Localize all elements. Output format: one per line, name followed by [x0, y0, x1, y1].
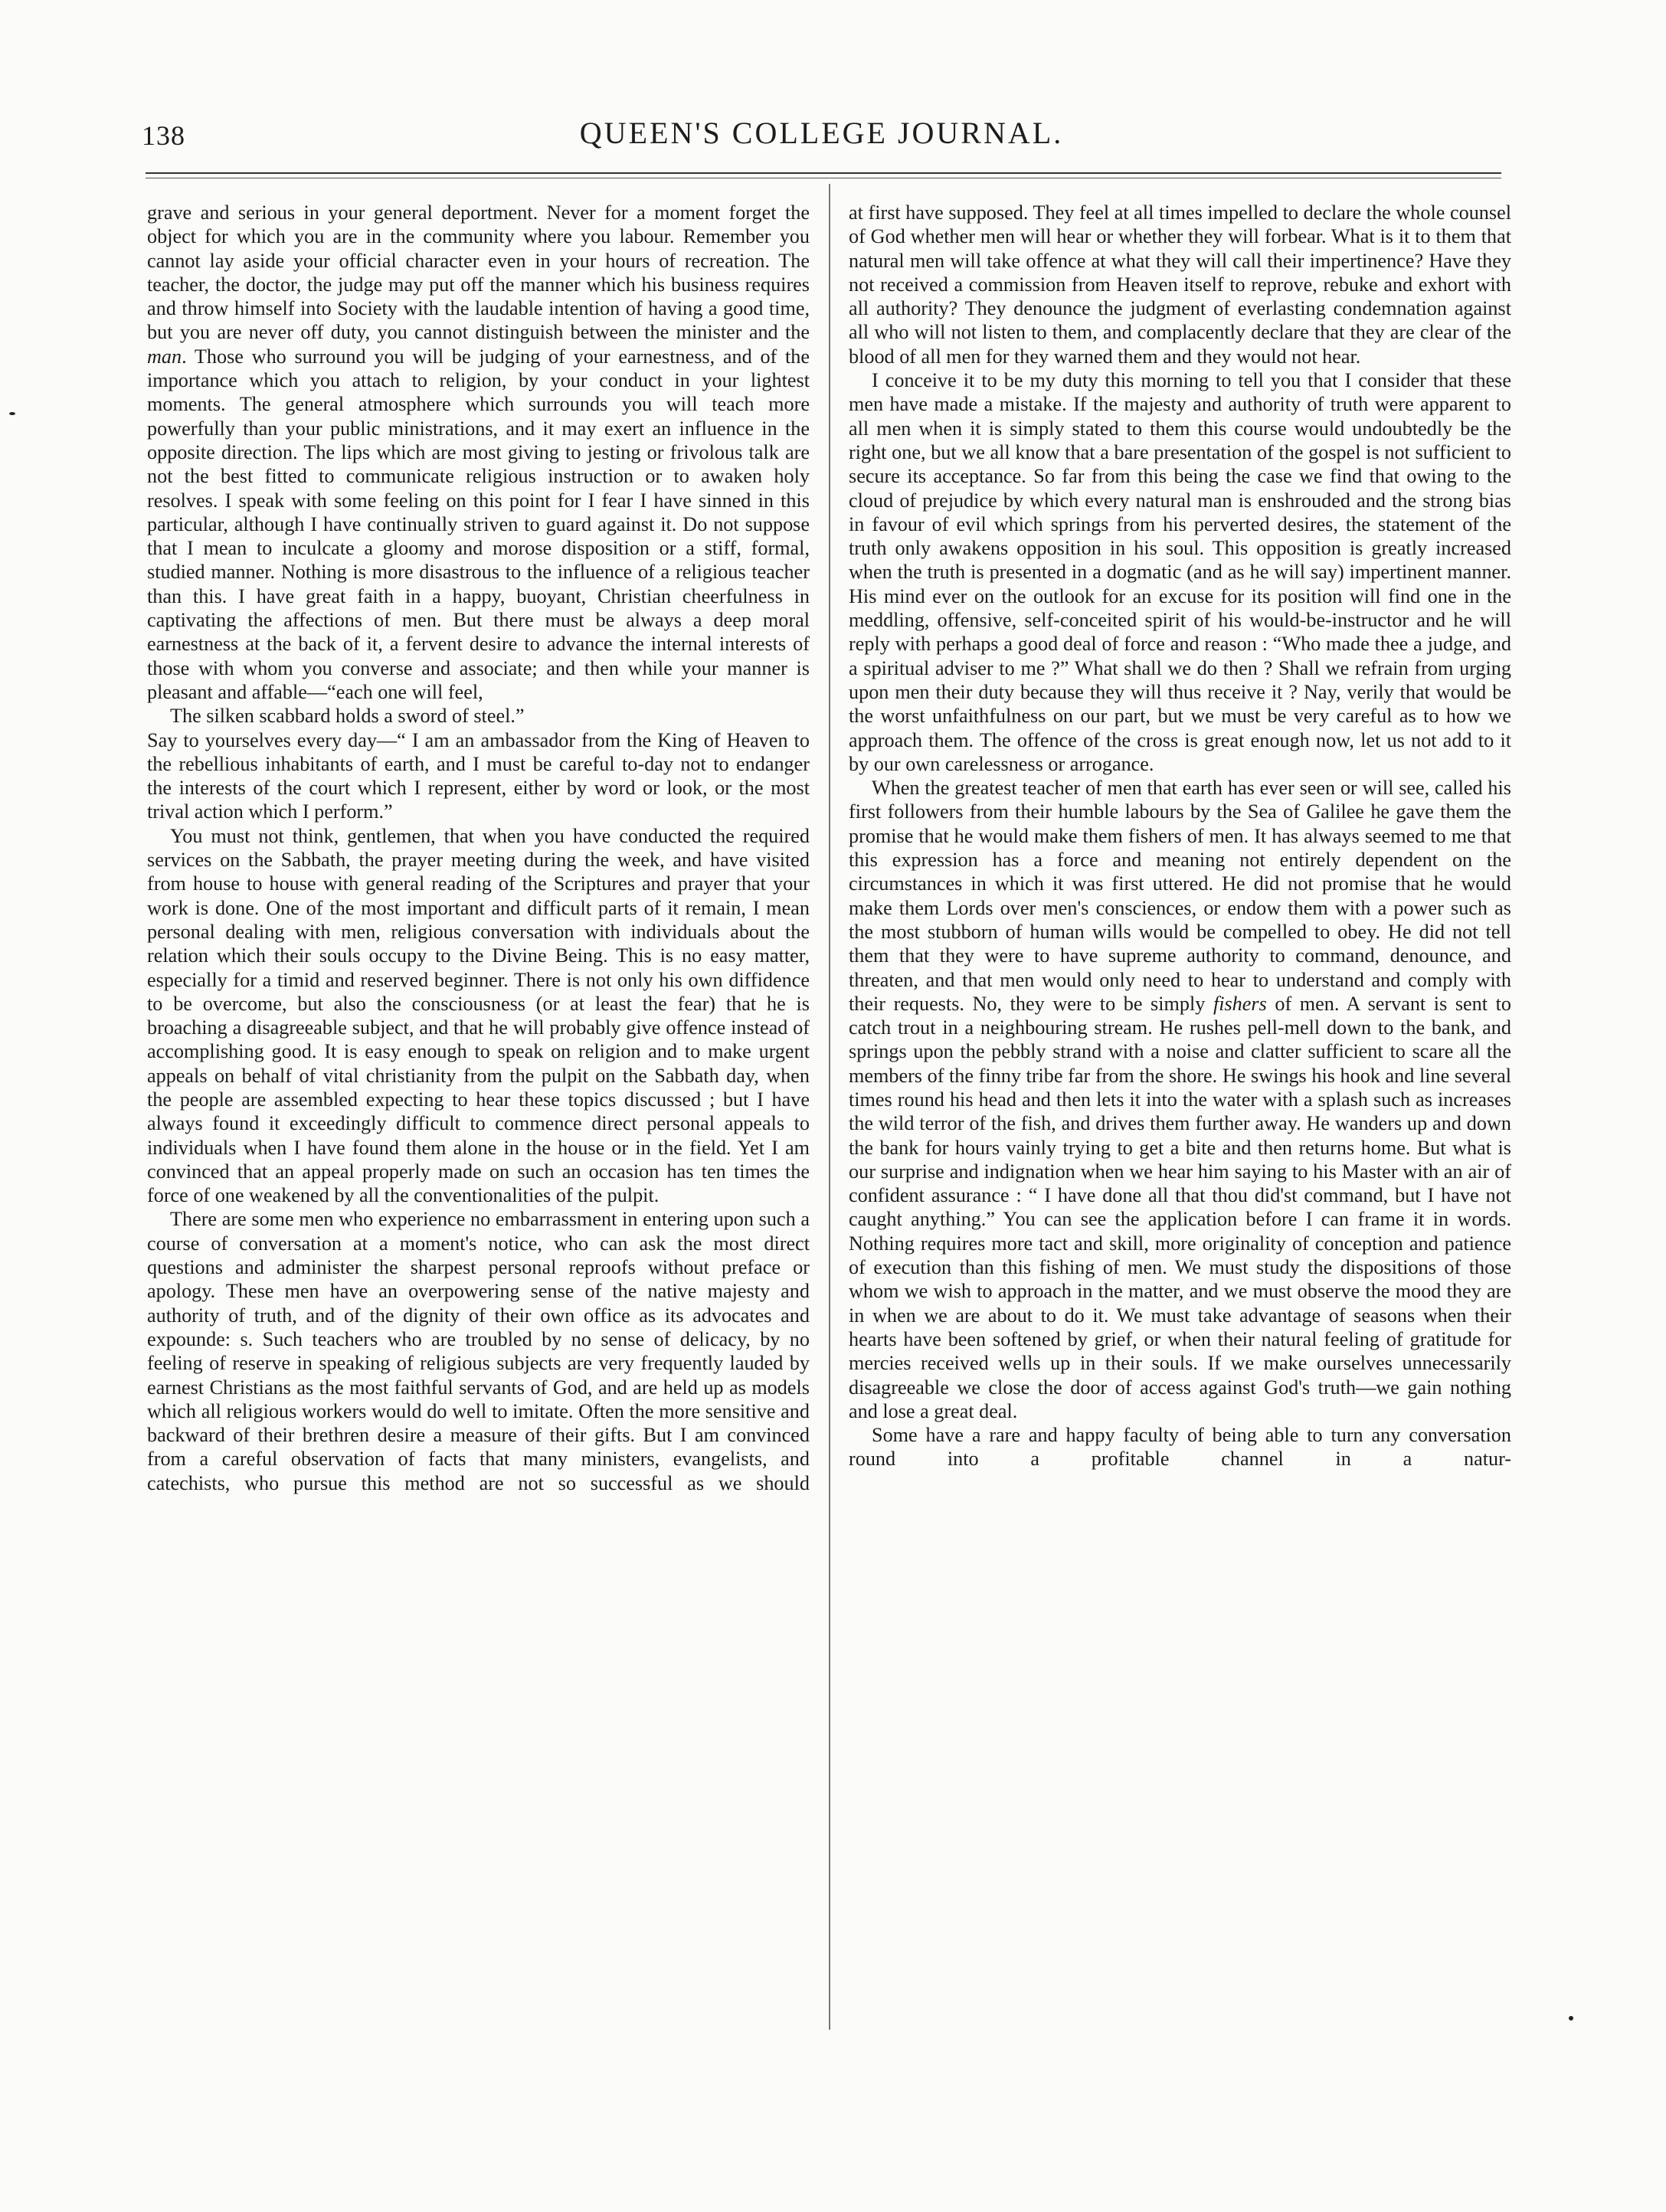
- paragraph-text: . Those who surround you will be judging of your earnestness, and of the importance which you attach to religion, by your conduct in your lightest moments. The general atmosphere which surrounds you will teach more powerfully than your public ministrations, and it may exert an influence in the opposite direction. The lips which are most giving to jesting or frivolous talk are not the best fitted to communicate religious instruction or to awaken holy resolves. I speak with some feeling on this point for I fear I have sinned in this particular, although I have continually striven to guard against it. Do not suppose that I mean to inculcate a gloomy and morose disposition or a stiff, formal, studied manner. Nothing is more disastrous to the influence of a religious teacher than this. I have great faith in a happy, buoyant, Christian cheerfulness in captivating the affections of men. But there must be always a deep moral earnestness at the back of it, a fervent desire to advance the internal interests of those with whom you converse and associate; and then while your manner is pleasant and affable—“each one will feel,: [147, 345, 810, 703]
- paragraph-r2: I conceive it to be my duty this morning to tell you that I consider that these men have made a mistake. If the majesty and authority of truth were apparent to all men when it is simply stated to them this course would undoubtedly be the right one, but we all know that a bare presentation of the gospel is not sufficient to secure its acceptance. So far from this being the case we find that owing to the cloud of prejudice by which every natural man is enshrouded and the strong bias in favour of evil which springs from his perverted desires, the statement of the truth only awakens opposition in his soul. This opposition is greatly increased when the truth is presented in a dogmatic (and as he will say) impertinent manner. His mind ever on the outlook for an excuse for its position will find one in the meddling, offensive, self-conceited spirit of his would-be-instructor and he will reply with perhaps a good deal of force and reason : “Who made thee a judge, and a spiritual adviser to me ?” What shall we do then ? Shall we refrain from urging upon men their duty because they will thus receive it ? Nay, verily that would be the worst unfaithfulness on our part, but we must be very careful as to how we approach them. The offence of the cross is great enough now, let us not add to it by our own carelessness or arrogance.: [849, 369, 1511, 775]
- right-column: [849, 201, 1511, 1471]
- paragraph-text: of men. A servant is sent to catch trout in a neighbouring stream. He rushes pell-mell down to the bank, and springs upon the pebbly strand with a noise and clatter sufficient to scare all the members of the finny tribe far from the shore. He swings his hook and line several times round his head and then lets it into the water with a splash such as increases the wild terror of the fish, and drives them further away. He wanders up and down the bank for hours vainly trying to get a bite and then returns home. But what is our surprise and indignation when we hear him saying to his Master with an air of confident assurance : “ I have done all that thou did'st command, but I have not caught anything.” You can see the application before I can frame it in words. Nothing requires more tact and skill, more originality of conception and patience of execution than this fishing of men. We must study the dispositions of those whom we wish to approach in the matter, and we must observe the mood they are in when we are about to do it. We must take advantage of seasons when their hearts have been softened by grief, or when their natural feeling of gratitude for mercies received wells up in their souls. If we make ourselves unnecessarily disagreeable we close the door of access against God's truth—we gain nothing and lose a great deal.: [849, 992, 1511, 1422]
- emphasis-text: man: [147, 345, 182, 368]
- journal-title: QUEEN'S COLLEGE JOURNAL.: [579, 116, 1064, 150]
- column-divider: [829, 184, 830, 2030]
- verse-line: The silken scabbard holds a sword of steel.”: [170, 705, 525, 728]
- scan-speck: [9, 412, 15, 415]
- scan-speck: [1569, 2016, 1573, 2021]
- paragraph-r3: [849, 776, 1511, 1423]
- paragraph-l3: Say to yourselves every day—“ I am an ambassador from the King of Heaven to the rebellious inhabitants of earth, and I must be careful to-day not to endanger the interests of the court which I represent, either by word or look, or the most trival action which I perform.”: [147, 728, 810, 823]
- paragraph-text: When the greatest teacher of men that earth has ever seen or will see, called his first followers from their humble labours by the Sea of Galilee he gave them the promise that he would make them fishers of men. It has always seemed to me that this expression has a force and meaning not entirely dependent on the circumstances in which it was first uttered. He did not promise that he would make them Lords over men's consciences, or endow them with a power such as the most stubborn of human wills would be compelled to obey. He did not tell them that they were to have supreme authority to command, denounce, and threaten, and that men would only need to hear to understand and comply with their requests. No, they were to be simply: [849, 777, 1511, 1015]
- page-header: [142, 115, 1501, 169]
- header-rule: [146, 172, 1501, 174]
- paragraph-r1: at first have supposed. They feel at all times impelled to declare the whole counsel of God whether men will hear or whether they will forbear. What is it to them that natural men will take offence at what they will call their impertinence? Have they not received a commission from Heaven itself to reprove, rebuke and exhort with all authority? They denounce the judgment of everlasting condemnation against all who will not listen to them, and complacently declare that they are clear of the blood of all men for they warned them and they would not hear.: [849, 201, 1511, 368]
- left-column: [147, 201, 810, 1495]
- page-number: 138: [142, 120, 185, 151]
- paragraph-l1: [147, 201, 810, 704]
- paragraph-r4: Some have a rare and happy faculty of being able to turn any conversation round into a profitable channel in a natur-: [849, 1424, 1511, 1471]
- emphasis-text: fishers: [1213, 992, 1267, 1015]
- paragraph-text: grave and serious in your general deportment. Never for a moment forget the object for which you are in the community where you labour. Remember you cannot lay aside your official character even in your hours of recreation. The teacher, the doctor, the judge may put off the manner which his business requires and throw himself into Society with the laudable intention of having a good time, but you are never off duty, you cannot distinguish between the minister and the: [147, 201, 810, 344]
- paragraph-l4: You must not think, gentlemen, that when you have conducted the required services on the Sabbath, the prayer meeting during the week, and have visited from house to house with general reading of the Scriptures and prayer that your work is done. One of the most important and difficult parts of it remain, I mean personal dealing with men, religious conversation with individuals about the relation which their souls occupy to the Divine Being. This is no easy matter, especially for a timid and reserved beginner. There is not only his own diffidence to be overcome, but also the consciousness (or at least the fear) that he is broaching a disagreeable subject, and that he will probably give offence instead of accomplishing good. It is easy enough to speak on religion and to make urgent appeals on behalf of vital christianity from the pulpit on the Sabbath day, when the people are assembled expecting to hear these topics discussed ; but I have always found it exceedingly difficult to commence direct personal appeals to individuals when I have found them alone in the house or in the field. Yet I am convinced that an appeal properly made on such an occasion has ten times the force of one weakened by all the conventionalities of the pulpit.: [147, 824, 810, 1207]
- paragraph-l5: There are some men who experience no embarrassment in entering upon such a course of conversation at a moment's notice, who can ask the most direct questions and administer the sharpest personal reproofs without preface or apology. These men have an overpowering sense of the native majesty and authority of truth, and of the dignity of their own office as its advocates and expounde: s. Such teachers who are troubled by no sense of delicacy, by no feeling of reserve in speaking of religious subjects are very frequently lauded by earnest Christians as the most faithful servants of God, and are held up as models which all religious workers would do well to imitate. Often the more sensitive and backward of their brethren desire a measure of their gifts. But I am convinced from a careful observation of facts that many ministers, evangelists, and catechists, who pursue this method are not so successful as we should: [147, 1208, 810, 1494]
